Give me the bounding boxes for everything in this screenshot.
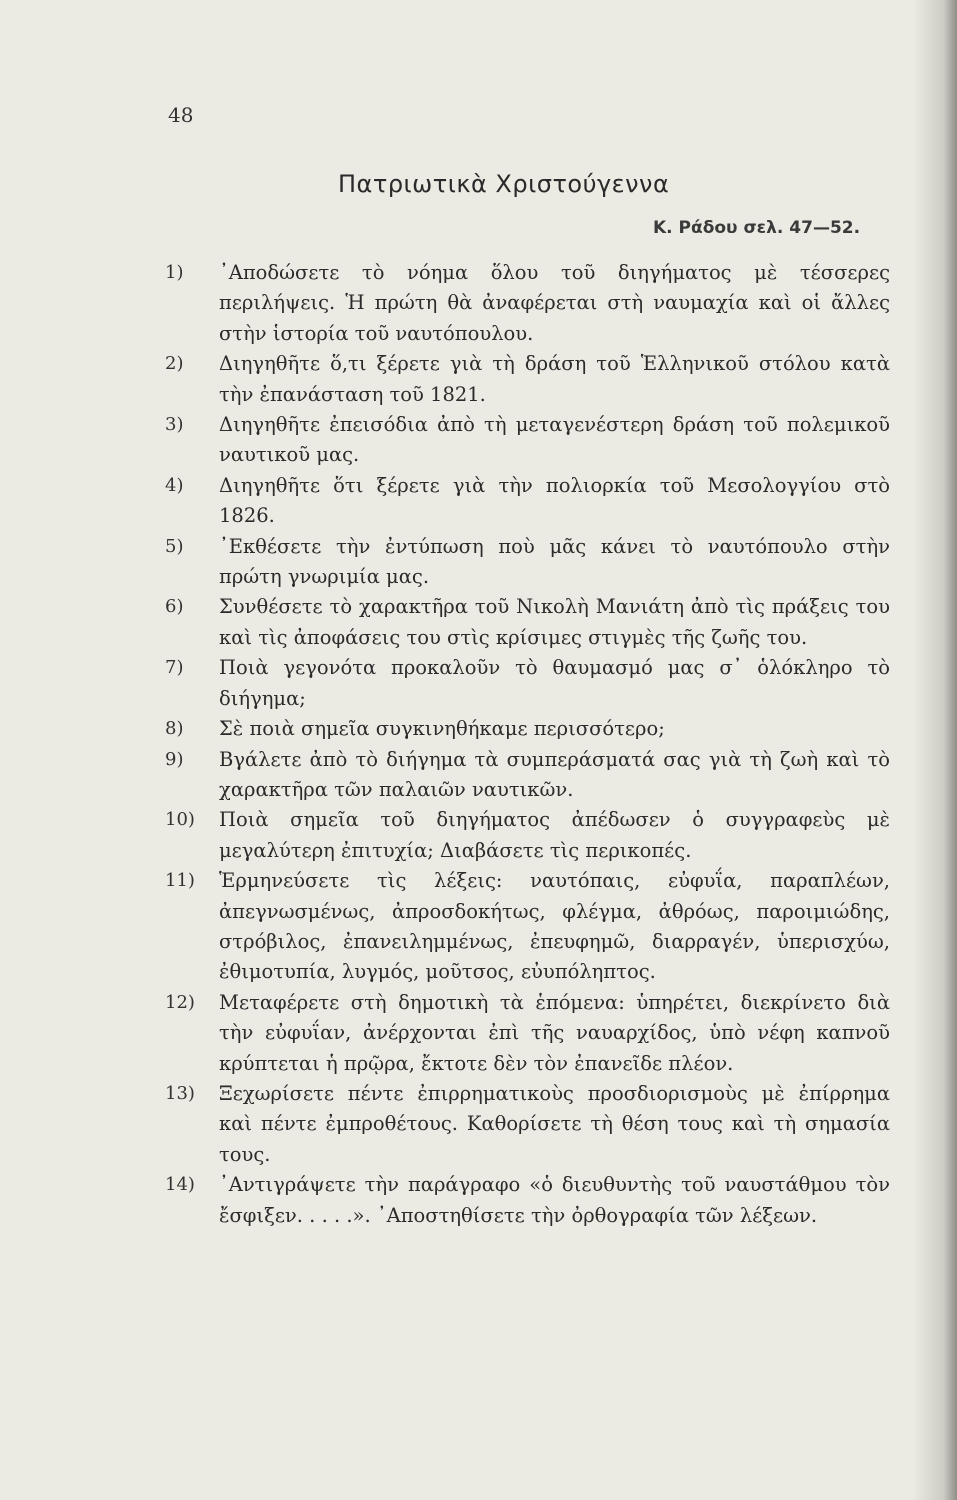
question-item bbox=[165, 471, 890, 532]
question-text: Ξεχωρίσετε πέντε ἐπιρρηματικοὺς προσδιορισμοὺς μὲ ἐπίρρημα καὶ πέντε ἐμπροθέτους. Καθορίσετε τὴ θέση τους καὶ τὴ σημασία τους. bbox=[219, 1081, 890, 1166]
page-edge-shadow bbox=[912, 0, 957, 1500]
question-item bbox=[165, 745, 890, 806]
question-item bbox=[165, 866, 890, 988]
question-item bbox=[165, 258, 890, 349]
question-number: 3) bbox=[165, 414, 184, 436]
question-number: 7) bbox=[165, 657, 184, 679]
questions-list bbox=[165, 258, 890, 1231]
question-item bbox=[165, 410, 890, 471]
question-number: 11) bbox=[165, 870, 195, 892]
page-number: 48 bbox=[168, 103, 194, 127]
question-text: Μεταφέρετε στὴ δημοτικὴ τὰ ἑπόμενα: ὑπηρέτει, διεκρίνετο διὰ τὴν εὐφυΐαν, ἀνέρχονται ἐπὶ τῆς ναυαρχίδος, ὑπὸ νέφη καπνοῦ κρύπτεται ἡ πρῷρα, ἔκτοτε δὲν τὸν ἐπανεῖδε πλέον. bbox=[219, 990, 890, 1075]
question-item bbox=[165, 592, 890, 653]
question-text: ᾿Εκθέσετε τὴν ἐντύπωση ποὺ μᾶς κάνει τὸ ναυτόπουλο στὴν πρώτη γνωριμία μας. bbox=[219, 534, 890, 589]
question-text: Διηγηθῆτε ἐπεισόδια ἀπὸ τὴ μεταγενέστερη δράση τοῦ πολεμικοῦ ναυτικοῦ μας. bbox=[219, 413, 890, 467]
page-title: Πατριωτικὰ Χριστούγεννα bbox=[338, 170, 670, 198]
question-text: Διηγηθῆτε ὅ,τι ξέρετε γιὰ τὴ δράση τοῦ Ἑλληνικοῦ στόλου κατὰ τὴν ἐπανάσταση τοῦ 1821. bbox=[219, 352, 890, 406]
question-number: 12) bbox=[165, 991, 195, 1013]
question-item bbox=[165, 988, 890, 1079]
question-text: ᾿Αντιγράψετε τὴν παράγραφο «ὁ διευθυντὴς τοῦ ναυστάθμου τὸν ἔσφιξεν. . . . .». ᾿Αποστηθίσετε τὴν ὀρθογραφία τῶν λέξεων. bbox=[219, 1173, 890, 1227]
source-reference: Κ. Ράδου σελ. 47—52. bbox=[653, 218, 861, 238]
question-text: Συνθέσετε τὸ χαρακτῆρα τοῦ Νικολὴ Μανιάτη ἀπὸ τὶς πράξεις του καὶ τὶς ἀποφάσεις του στὶς κρίσιμες στιγμὲς τῆς ζωῆς του. bbox=[219, 595, 890, 649]
question-text: Διηγηθῆτε ὅτι ξέρετε γιὰ τὴν πολιορκία τοῦ Μεσολογγίου στὸ 1826. bbox=[219, 473, 890, 528]
question-item bbox=[165, 805, 890, 866]
question-number: 8) bbox=[165, 718, 184, 740]
question-text: Ἑρμηνεύσετε τὶς λέξεις: ναυτόπαις, εὐφυΐα, παραπλέων, ἀπεγνωσμένως, ἀπροσδοκήτως, φλέγμα, ἀθρόως, παροιμιώδης, στρόβιλος, ἐπανειλημμένως, ἐπευφημῶ, διαρραγέν, ὑπερισχύω, ἐθιμοτυπία, λυγμός, μοῦτσος, εὐυπόληπτος. bbox=[219, 869, 890, 984]
question-number: 9) bbox=[165, 748, 184, 770]
question-number: 14) bbox=[165, 1174, 195, 1196]
question-text: Βγάλετε ἀπὸ τὸ διήγημα τὰ συμπεράσματά σας γιὰ τὴ ζωὴ καὶ τὸ χαρακτῆρα τῶν παλαιῶν ναυτικῶν. bbox=[219, 747, 890, 801]
question-number: 13) bbox=[165, 1082, 195, 1104]
question-text: ᾿Αποδώσετε τὸ νόημα ὅλου τοῦ διηγήματος μὲ τέσσερες περιλήψεις. Ἡ πρώτη θὰ ἀναφέρεται στὴ ναυμαχία καὶ οἱ ἄλλες στὴν ἱστορία τοῦ ναυτόπουλου. bbox=[219, 261, 890, 345]
question-number: 6) bbox=[165, 596, 184, 618]
question-item bbox=[165, 1170, 890, 1231]
question-text: Σὲ ποιὰ σημεῖα συγκινηθήκαμε περισσότερο; bbox=[219, 717, 665, 741]
question-number: 1) bbox=[165, 262, 184, 283]
question-number: 5) bbox=[165, 535, 184, 557]
question-item bbox=[165, 349, 890, 410]
question-number: 10) bbox=[165, 809, 195, 831]
question-item bbox=[165, 1079, 890, 1170]
question-item bbox=[165, 653, 890, 714]
question-item bbox=[165, 532, 890, 593]
question-number: 4) bbox=[165, 474, 184, 496]
question-number: 2) bbox=[165, 353, 184, 375]
question-text: Ποιὰ γεγονότα προκαλοῦν τὸ θαυμασμό μας σ᾿ ὁλόκληρο τὸ διήγημα; bbox=[219, 656, 890, 710]
question-item bbox=[165, 714, 890, 744]
question-text: Ποιὰ σημεῖα τοῦ διηγήματος ἀπέδωσεν ὁ συγγραφεὺς μὲ μεγαλύτερη ἐπιτυχία; Διαβάσετε τὶς περικοπές. bbox=[219, 808, 890, 862]
